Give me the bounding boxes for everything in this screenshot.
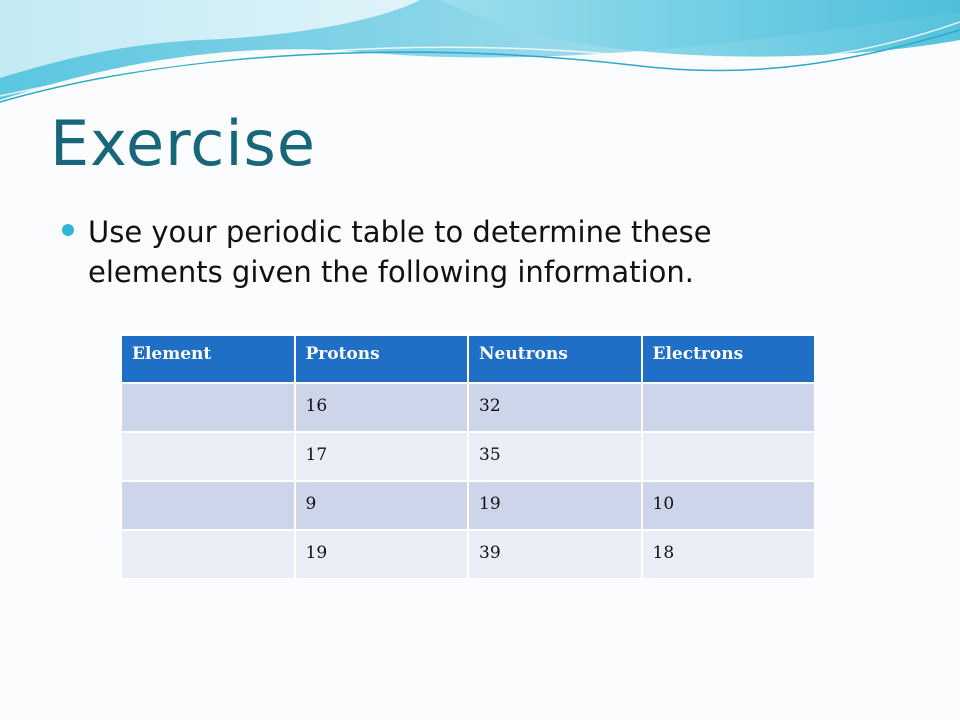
cell-element xyxy=(121,481,295,530)
decorative-wave-header xyxy=(0,0,960,120)
bullet-dot-icon xyxy=(62,224,74,236)
table-header-row xyxy=(121,335,815,383)
cell-electrons: 18 xyxy=(642,530,816,579)
cell-element xyxy=(121,530,295,579)
header-neutrons: Neutrons xyxy=(468,335,642,383)
element-table xyxy=(120,334,816,580)
table-row xyxy=(121,481,815,530)
cell-element xyxy=(121,383,295,432)
bullet-text: Use your periodic table to determine these elements given the following information. xyxy=(88,215,712,289)
header-protons: Protons xyxy=(295,335,469,383)
cell-electrons: 10 xyxy=(642,481,816,530)
bullet-item xyxy=(62,212,802,292)
cell-neutrons: 19 xyxy=(468,481,642,530)
cell-neutrons: 39 xyxy=(468,530,642,579)
cell-protons: 17 xyxy=(295,432,469,481)
table-row xyxy=(121,432,815,481)
table-row xyxy=(121,383,815,432)
slide-title: Exercise xyxy=(50,107,316,180)
cell-protons: 19 xyxy=(295,530,469,579)
header-electrons: Electrons xyxy=(642,335,816,383)
cell-electrons xyxy=(642,383,816,432)
cell-electrons xyxy=(642,432,816,481)
cell-neutrons: 35 xyxy=(468,432,642,481)
header-element: Element xyxy=(121,335,295,383)
cell-neutrons: 32 xyxy=(468,383,642,432)
table-row xyxy=(121,530,815,579)
cell-protons: 16 xyxy=(295,383,469,432)
cell-protons: 9 xyxy=(295,481,469,530)
cell-element xyxy=(121,432,295,481)
